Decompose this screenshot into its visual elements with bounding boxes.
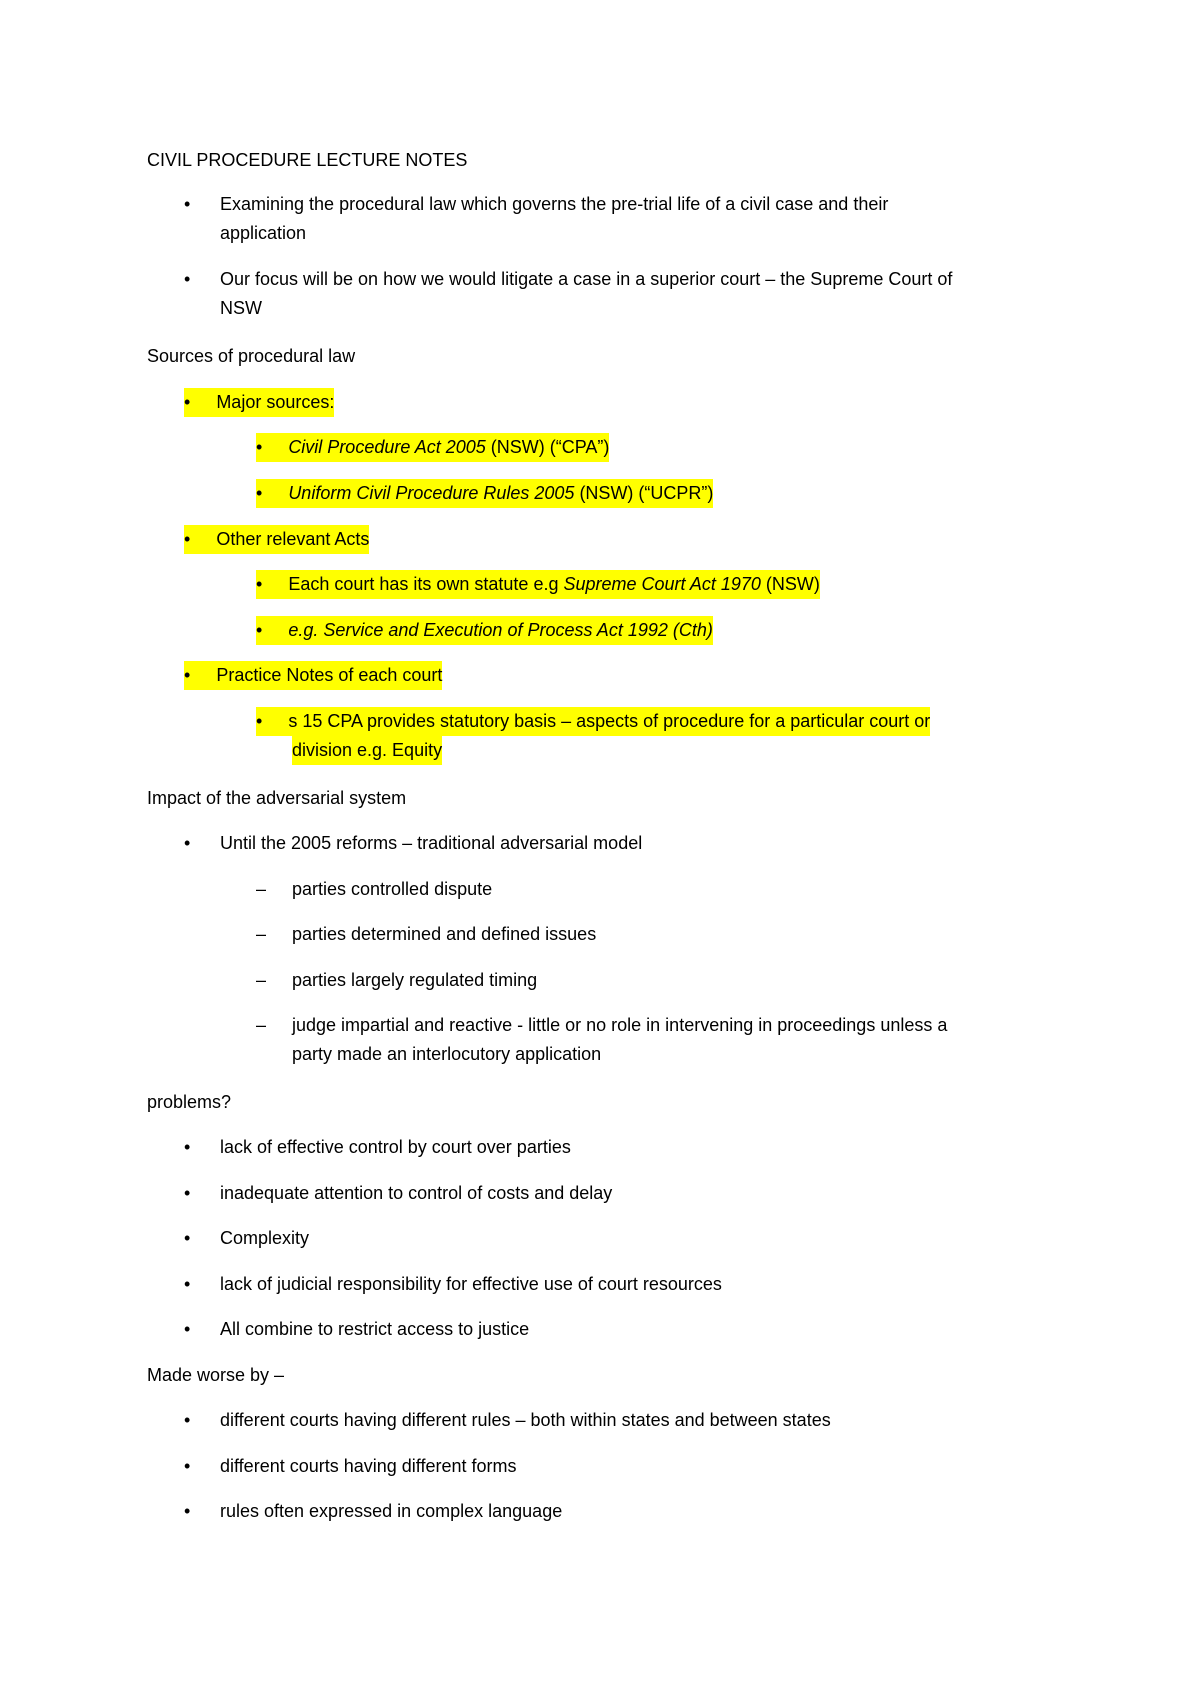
bullet-marker: •: [256, 483, 263, 503]
bullet-marker: •: [184, 1183, 191, 1203]
ucpr-rules-title: Uniform Civil Procedure Rules 2005: [288, 483, 575, 503]
bullet-marker: •: [184, 1501, 191, 1521]
bullet-marker: •: [184, 1319, 191, 1339]
section-heading-made-worse: Made worse by –: [147, 1365, 285, 1385]
dash-marker: –: [256, 970, 267, 990]
adversarial-dash-3: parties largely regulated timing: [292, 970, 538, 990]
made-worse-item-1: different courts having different rules – both within states and between states: [220, 1410, 831, 1430]
problems-item-5: All combine to restrict access to justice: [220, 1319, 530, 1339]
cpa-act-title: Civil Procedure Act 2005: [288, 437, 486, 457]
adversarial-dash-4-line-1: judge impartial and reactive - little or no role in intervening in proceedings unless a: [292, 1015, 948, 1035]
intro-bullet-1-line-1: Examining the procedural law which governs the pre-trial life of a civil case and their: [220, 194, 889, 214]
dash-marker: –: [256, 924, 267, 944]
highlighted-subbullet-service: [256, 616, 713, 645]
supreme-court-act-title: Supreme Court Act 1970: [563, 574, 761, 594]
section-heading-sources: Sources of procedural law: [147, 346, 356, 366]
bullet-marker: •: [184, 1137, 191, 1157]
supreme-court-act-suffix: (NSW): [760, 574, 820, 594]
made-worse-item-3: rules often expressed in complex language: [220, 1501, 563, 1521]
bullet-marker: •: [256, 437, 263, 457]
bullet-marker: •: [184, 1410, 191, 1430]
highlighted-subbullet-s15-line-1: [256, 707, 930, 736]
cpa-act-suffix: (NSW) (“CPA”): [485, 437, 610, 457]
dash-marker: –: [256, 879, 267, 899]
document-title: CIVIL PROCEDURE LECTURE NOTES: [147, 150, 468, 170]
section-heading-problems: problems?: [147, 1092, 232, 1112]
highlighted-subbullet-each-court: [256, 570, 820, 599]
bullet-marker: •: [184, 1456, 191, 1476]
service-act-text: e.g. Service and Execution of Process Act 1992 (Cth): [288, 620, 713, 640]
practice-notes-label: Practice Notes of each court: [216, 665, 443, 685]
s15-text-line-2: division e.g. Equity: [292, 736, 442, 765]
bullet-marker: •: [184, 1274, 191, 1294]
intro-bullet-2-line-2: NSW: [220, 298, 262, 318]
highlighted-bullet-other-acts: [184, 525, 369, 554]
s15-text-line-1: s 15 CPA provides statutory basis – aspects of procedure for a particular court or: [288, 711, 931, 731]
adversarial-dash-4-line-2: party made an interlocutory application: [292, 1044, 602, 1064]
bullet-marker: •: [184, 529, 191, 549]
bullet-marker: •: [256, 574, 263, 594]
problems-item-1: lack of effective control by court over parties: [220, 1137, 571, 1157]
other-acts-label: Other relevant Acts: [216, 529, 370, 549]
intro-bullet-1-line-2: application: [220, 223, 307, 243]
section-heading-adversarial: Impact of the adversarial system: [147, 788, 407, 808]
highlighted-subbullet-ucpr: [256, 479, 713, 508]
bullet-marker: •: [256, 711, 263, 731]
ucpr-rules-suffix: (NSW) (“UCPR”): [574, 483, 714, 503]
bullet-marker: •: [256, 620, 263, 640]
highlighted-subbullet-cpa: [256, 433, 609, 462]
highlighted-bullet-major: [184, 388, 334, 417]
highlighted-bullet-practice-notes: [184, 661, 442, 690]
each-court-text: Each court has its own statute e.g: [288, 574, 564, 594]
adversarial-until-text: Until the 2005 reforms – traditional adversarial model: [220, 833, 643, 853]
major-sources-label: Major sources:: [216, 392, 335, 412]
adversarial-dash-2: parties determined and defined issues: [292, 924, 597, 944]
dash-marker: –: [256, 1015, 267, 1035]
made-worse-item-2: different courts having different forms: [220, 1456, 517, 1476]
problems-item-2: inadequate attention to control of costs and delay: [220, 1183, 613, 1203]
bullet-marker: •: [184, 665, 191, 685]
bullet-marker: •: [184, 392, 191, 412]
problems-item-4: lack of judicial responsibility for effective use of court resources: [220, 1274, 722, 1294]
bullet-marker: •: [184, 269, 191, 289]
bullet-marker: •: [184, 833, 191, 853]
bullet-marker: •: [184, 194, 191, 214]
adversarial-dash-1: parties controlled dispute: [292, 879, 493, 899]
intro-bullet-2-line-1: Our focus will be on how we would litigate a case in a superior court – the Supreme Court of: [220, 269, 953, 289]
problems-item-3: Complexity: [220, 1228, 310, 1248]
bullet-marker: •: [184, 1228, 191, 1248]
